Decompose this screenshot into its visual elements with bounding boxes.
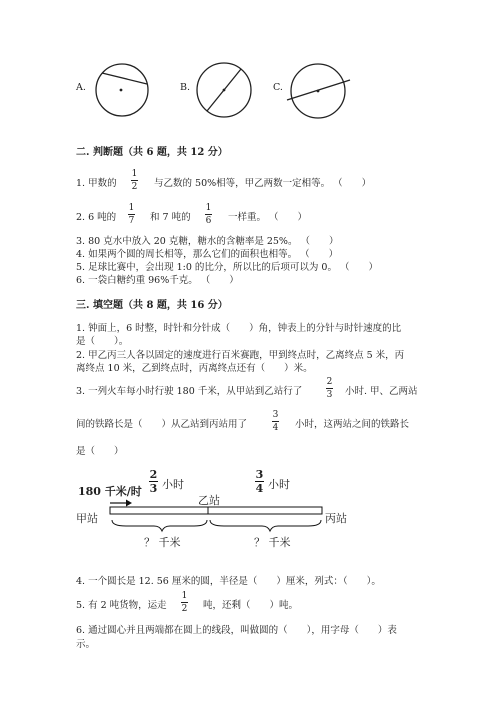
judge-q2-fraction-2 [205,203,212,226]
judge-q4: 4. 如果两个圆的周长相等，那么它们的面积也相等。 （ ） [76,249,339,260]
diagram-unknown-distance-2: ？ 千米 [254,536,291,549]
fill-q3-part-c: 间的铁路长是（ ）从乙站到丙站用了 [76,419,248,430]
station-b-label: 乙站 [198,494,220,507]
option-c-circle-figure [285,58,355,124]
option-c-label: C. [273,82,283,93]
fill-q5-part-a: 5. 有 2 吨货物，运走 [76,600,167,611]
fill-q5-part-b: 吨，还剩（ ）吨。 [203,600,299,611]
judge-q2-fraction-1 [128,203,135,226]
fraction-denominator: 2 [181,604,188,614]
fraction-denominator: 3 [326,390,333,400]
option-a-circle-figure [92,60,154,122]
judge-q1-part-a: 1. 甲数的 [76,178,117,189]
section-2-title: 二. 判断题（共 6 题，共 12 分） [76,147,228,158]
fill-q6-line-1: 6. 通过圆心并且两端都在圆上的线段，叫做圆的（ ），用字母（ ）表 [76,625,397,636]
diagram-hour-label-2: 小时 [268,478,290,491]
fill-q6-line-2: 示。 [76,639,96,650]
section-3-title: 三. 填空题（共 8 题，共 16 分） [76,300,228,311]
fill-q5-fraction [181,591,188,614]
fraction-numerator: 1 [131,169,138,179]
judge-q2-part-c: 一样重。 （ ） [228,212,308,223]
judge-q3: 3. 80 克水中放入 20 克糖，糖水的含糖率是 25%。 （ ） [76,236,339,247]
judge-q1-part-b: 与乙数的 50%相等，甲乙两数一定相等。 （ ） [154,178,372,189]
fraction-denominator: 3 [149,482,158,495]
judge-q2-part-b: 和 7 吨的 [150,212,191,223]
judge-q5: 5. 足球比赛中，会出现 1:0 的比分，所以比的后项可以为 0。 （ ） [76,262,378,273]
fraction-numerator: 2 [326,377,333,387]
fill-q3-part-a: 3. 一列火车每小时行驶 180 千米，从甲站到乙站行了 [76,386,303,397]
option-b-label: B. [180,82,191,93]
fill-q3-fraction-1 [326,377,333,400]
judge-q2-part-a: 2. 6 吨的 [76,212,117,223]
fill-q3-part-d: 小时，这两站之间的铁路长 [295,419,410,430]
diagram-fraction-2 [255,469,264,494]
fraction-numerator: 3 [255,468,264,481]
judge-q6: 6. 一袋白糖约重 96%千克。 （ ） [76,275,239,286]
fill-q1-line-1: 1. 钟面上，6 时整，时针和分针成（ ）角，钟表上的分针与时针速度的比 [76,323,402,334]
judge-q1-fraction [131,169,138,192]
fraction-numerator: 2 [149,468,158,481]
diagram-hour-label-1: 小时 [162,478,184,491]
fraction-denominator: 4 [272,423,279,433]
fill-q3-part-e: 是（ ） [76,446,124,457]
station-c-label: 丙站 [325,512,347,525]
option-b-circle-figure [194,60,256,122]
option-a-label: A. [76,82,86,93]
railway-diagram [76,468,426,558]
diagram-unknown-distance-1: ？ 千米 [144,536,181,549]
fraction-numerator: 1 [205,203,212,213]
fraction-denominator: 2 [131,182,138,192]
station-a-label: 甲站 [76,512,98,525]
fraction-denominator: 4 [255,482,264,495]
fraction-numerator: 1 [181,591,188,601]
railway-diagram-lines [76,468,426,558]
diagram-fraction-1 [149,469,158,494]
diagram-speed-label: 180 千米/时 [78,485,142,498]
fill-q3-part-b: 小时. 甲、乙两站 [345,386,418,397]
fill-q2-line-1: 2. 甲乙丙三人各以固定的速度进行百米赛跑，甲到终点时，乙离终点 5 米，丙 [76,350,405,361]
fraction-denominator: 6 [205,216,212,226]
fraction-numerator: 3 [272,410,279,420]
fraction-numerator: 1 [128,203,135,213]
fill-q1-line-2: 是（ ）。 [76,336,129,347]
fill-q3-fraction-2 [272,410,279,433]
fraction-denominator: 7 [128,216,135,226]
fill-q4: 4. 一个圆长是 12. 56 厘米的圆，半径是（ ）厘米，列式：（ ）。 [76,576,381,587]
fill-q2-line-2: 离终点 10 米，乙到终点时，丙离终点还有（ ）米。 [76,363,313,374]
